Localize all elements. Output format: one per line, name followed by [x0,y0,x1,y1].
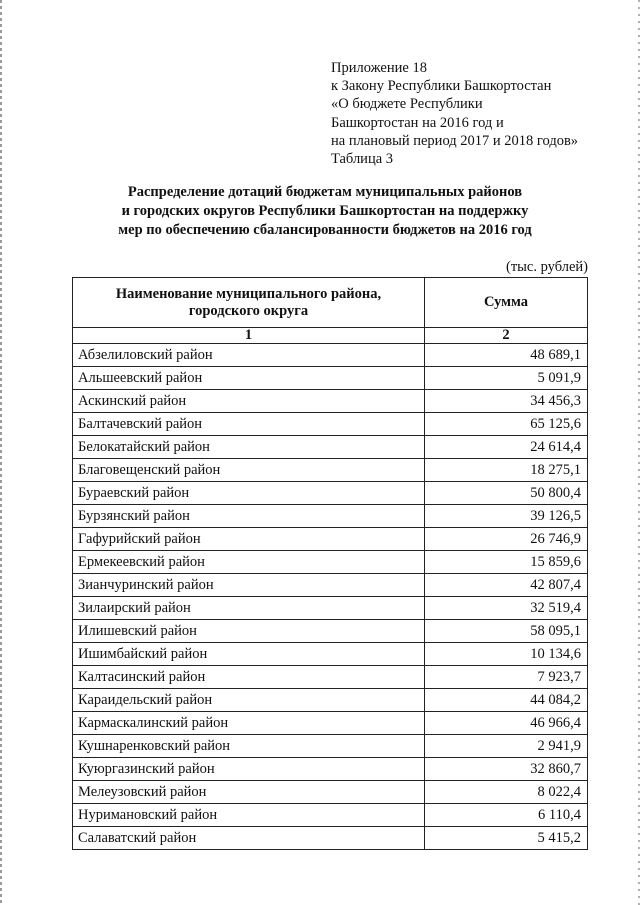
table-row [73,390,588,413]
table-row [73,827,588,850]
district-name-cell: Кармаскалинский район [73,712,425,735]
table-row [73,735,588,758]
table-row [73,804,588,827]
district-name-cell: Зилаирский район [73,597,425,620]
district-name-cell: Нуримановский район [73,804,425,827]
district-name-cell: Аскинский район [73,390,425,413]
table-row [73,505,588,528]
table-row [73,758,588,781]
table-row [73,620,588,643]
sum-cell: 7 923,7 [425,666,588,689]
table-row [73,643,588,666]
district-name-cell: Бураевский район [73,482,425,505]
sum-cell: 58 095,1 [425,620,588,643]
sum-cell: 48 689,1 [425,344,588,367]
annex-line: на плановый период 2017 и 2018 годов» [331,132,579,149]
sum-cell: 8 022,4 [425,781,588,804]
sum-cell: 46 966,4 [425,712,588,735]
sum-cell: 10 134,6 [425,643,588,666]
table-row [73,574,588,597]
table-row [73,689,588,712]
sum-cell: 34 456,3 [425,390,588,413]
district-name-cell: Зианчуринский район [73,574,425,597]
sum-cell: 6 110,4 [425,804,588,827]
table-row [73,344,588,367]
table-row [73,597,588,620]
sum-cell: 18 275,1 [425,459,588,482]
annex-block [331,59,578,168]
district-name-cell: Караидельский район [73,689,425,712]
table-header-row [73,278,588,328]
annex-line: Башкортостан на 2016 год и [331,114,504,131]
sum-cell: 42 807,4 [425,574,588,597]
sum-cell: 65 125,6 [425,413,588,436]
distribution-table [72,277,588,850]
district-name-cell: Балтачевский район [73,413,425,436]
column-index-2: 2 [425,328,588,344]
title-line: и городских округов Республики Башкортостан на поддержку [121,203,529,219]
district-name-cell: Ермекеевский район [73,551,425,574]
document-title [60,183,590,240]
table-number: Таблица 3 [331,151,394,168]
table-row [73,459,588,482]
scan-edge-left [0,0,2,905]
district-name-cell: Абзелиловский район [73,344,425,367]
district-name-cell: Альшеевский район [73,367,425,390]
district-name-cell: Гафурийский район [73,528,425,551]
district-name-cell: Благовещенский район [73,459,425,482]
table-row [73,436,588,459]
sum-cell: 5 415,2 [425,827,588,850]
sum-cell: 32 860,7 [425,758,588,781]
district-name-cell: Куюргазинский район [73,758,425,781]
district-name-cell: Илишевский район [73,620,425,643]
sum-cell: 39 126,5 [425,505,588,528]
district-name-cell: Ишимбайский район [73,643,425,666]
district-name-cell: Белокатайский район [73,436,425,459]
title-line: мер по обеспечению сбалансированности бюджетов на 2016 год [118,222,532,238]
table-row [73,781,588,804]
table-row [73,712,588,735]
annex-line: к Закону Республики Башкортостан [331,78,552,95]
table-row [73,551,588,574]
table-row [73,666,588,689]
annex-line: Приложение 18 [331,60,427,76]
annex-line: «О бюджете Республики [331,96,483,113]
units-label: (тыс. рублей) [506,259,588,275]
sum-cell: 15 859,6 [425,551,588,574]
header-sum-cell: Сумма [425,278,588,328]
column-index-1: 1 [73,328,425,344]
header-name-cell [73,278,425,328]
table-row [73,413,588,436]
title-line: Распределение дотаций бюджетам муниципальных районов [127,184,523,200]
district-name-cell: Бурзянский район [73,505,425,528]
sum-cell: 44 084,2 [425,689,588,712]
sum-cell: 26 746,9 [425,528,588,551]
sum-cell: 24 614,4 [425,436,588,459]
table-row [73,482,588,505]
district-name-cell: Салаватский район [73,827,425,850]
table-row [73,528,588,551]
district-name-cell: Мелеузовский район [73,781,425,804]
district-name-cell: Калтасинский район [73,666,425,689]
sum-cell: 50 800,4 [425,482,588,505]
district-name-cell: Кушнаренковский район [73,735,425,758]
header-name-line2: городского округа [188,302,309,319]
sum-cell: 5 091,9 [425,367,588,390]
sum-cell: 32 519,4 [425,597,588,620]
column-index-row [73,328,588,344]
header-name-line1: Наименование муниципального района, [115,285,382,302]
table-row [73,367,588,390]
sum-cell: 2 941,9 [425,735,588,758]
